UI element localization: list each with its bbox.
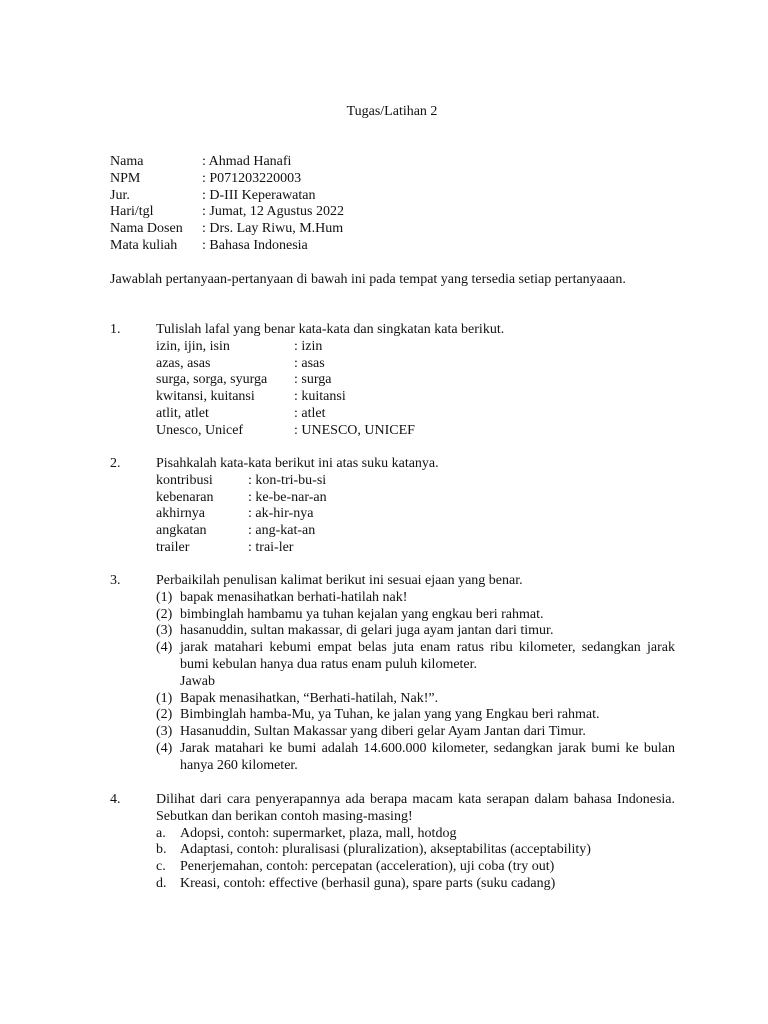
answer-item [110,724,675,741]
answer-value: : atlet [294,405,326,421]
answer-item [110,707,675,724]
item-letter: a. [156,825,166,841]
answer-row [110,490,675,507]
answer-row [110,423,675,440]
identity-block [110,154,344,255]
answer-row [110,356,675,373]
answer-row [110,473,675,490]
item-letter: b. [156,842,167,858]
answer-row [110,372,675,389]
list-item [110,826,675,843]
question-line [110,322,675,339]
identity-label: NPM [110,170,141,186]
question-line [110,456,675,473]
list-item [110,859,675,876]
identity-row-jurusan [110,188,344,205]
answer-row [110,506,675,523]
answer-term: akhirnya [156,506,205,522]
item-text: hasanuddin, sultan makassar, di gelari juga ayam jantan dari timur. [180,623,554,639]
identity-value: : P071203220003 [202,170,302,186]
item-text: Adopsi, contoh: supermarket, plaza, mall, hotdog [180,825,457,841]
item-text: Adaptasi, contoh: pluralisasi (pluralization), akseptabilitas (acceptability) [180,842,591,858]
question-line [110,792,675,826]
item-text: Bapak menasihatkan, “Berhati-hatilah, Nak!”. [180,690,439,706]
identity-value: : Jumat, 12 Agustus 2022 [202,204,344,220]
identity-value: : D-III Keperawatan [202,187,316,203]
question-number: 3. [110,573,121,588]
item-text: bimbinglah hambamu ya tuhan kejalan yang engkau beri rahmat. [180,606,544,622]
answer-value: : surga [294,372,332,388]
question-number: 2. [110,456,121,471]
list-item [110,876,675,893]
answer-term: surga, sorga, syurga [156,372,268,388]
question-text: Dilihat dari cara penyerapannya ada berapa macam kata serapan dalam bahasa Indonesia. Sebutkan dan berikan contoh masing-masing! [156,792,675,824]
identity-label: Hari/tgl [110,204,154,220]
identity-value: : Ahmad Hanafi [202,154,292,169]
sentence-item [110,590,675,607]
item-text: Hasanuddin, Sultan Makassar yang diberi gelar Ayam Jantan dari Timur. [180,724,586,740]
answer-term: kontribusi [156,472,213,488]
question-text: Perbaikilah penulisan kalimat berikut ini sesuai ejaan yang benar. [156,573,523,588]
question-2 [110,456,675,557]
item-text: Penerjemahan, contoh: percepatan (acceleration), uji coba (try out) [180,859,555,875]
identity-row-mata-kuliah [110,238,344,255]
sentence-item [110,623,675,640]
question-text: Tulislah lafal yang benar kata-kata dan singkatan kata berikut. [156,322,505,337]
question-number: 4. [110,792,121,807]
item-number: (2) [156,707,173,723]
item-text: jarak matahari kebumi empat belas juta enam ratus ribu kilometer, sedangkan jarak bumi kebulan hanya dua ratus enam puluh kilometer. [180,640,675,672]
sentence-item [110,640,675,674]
answer-term: izin, ijin, isin [156,338,230,354]
item-number: (3) [156,724,173,740]
item-number: (2) [156,606,173,622]
identity-value: : Drs. Lay Riwu, M.Hum [202,221,344,237]
answer-term: kwitansi, kuitansi [156,389,255,405]
item-text: bapak menasihatkan berhati-hatilah nak! [180,589,408,605]
item-number: (4) [156,640,173,656]
question-line [110,573,675,590]
answer-value: : asas [294,355,325,371]
answer-value: : kon-tri-bu-si [248,472,327,488]
question-number: 1. [110,322,121,337]
identity-label: Mata kuliah [110,237,178,253]
question-1 [110,322,675,440]
document-title: Tugas/Latihan 2 [346,104,438,119]
answer-value: : ang-kat-an [248,523,316,539]
identity-row-nama [110,154,344,171]
question-3 [110,573,675,775]
answer-row [110,339,675,356]
instructions-paragraph: Jawablah pertanyaan-pertanyaan di bawah ini pada tempat yang tersedia setiap pertanyaaan. [110,272,626,287]
answer-value: : ak-hir-nya [248,506,314,522]
answer-term: atlit, atlet [156,405,209,421]
identity-label: Nama [110,154,144,169]
item-text: Jarak matahari ke bumi adalah 14.600.000 kilometer, sedangkan jarak bumi ke bulan hanya 260 kilometer. [180,740,675,773]
answer-heading: Jawab [180,673,215,689]
item-number: (1) [156,690,173,706]
item-number: (4) [156,740,173,756]
list-item [110,842,675,859]
answer-term: angkatan [156,523,207,539]
identity-label: Jur. [110,187,130,203]
answer-item [110,691,675,708]
answer-value: : UNESCO, UNICEF [294,422,415,438]
item-text: Bimbinglah hamba-Mu, ya Tuhan, ke jalan yang yang Engkau beri rahmat. [180,707,600,723]
identity-label: Nama Dosen [110,221,183,237]
answer-row [110,540,675,557]
answer-value: : trai-ler [248,539,294,555]
answer-item [110,741,675,775]
answer-term: trailer [156,539,190,555]
item-letter: c. [156,859,166,875]
identity-value: : Bahasa Indonesia [202,237,308,253]
item-number: (3) [156,623,173,639]
answer-row [110,523,675,540]
question-4 [110,792,675,893]
item-letter: d. [156,875,167,891]
identity-row-hari-tgl [110,204,344,221]
answer-row [110,389,675,406]
item-number: (1) [156,589,173,605]
answer-value: : kuitansi [294,389,346,405]
sentence-item [110,607,675,624]
identity-row-nama-dosen [110,221,344,238]
answer-value: : izin [294,338,323,354]
answer-term: kebenaran [156,489,214,505]
answer-row [110,406,675,423]
item-text: Kreasi, contoh: effective (berhasil guna), spare parts (suku cadang) [180,875,556,891]
identity-row-npm [110,171,344,188]
answer-term: Unesco, Unicef [156,422,244,438]
answer-term: azas, asas [156,355,211,371]
answer-value: : ke-be-nar-an [248,489,327,505]
question-text: Pisahkalah kata-kata berikut ini atas suku katanya. [156,456,439,471]
